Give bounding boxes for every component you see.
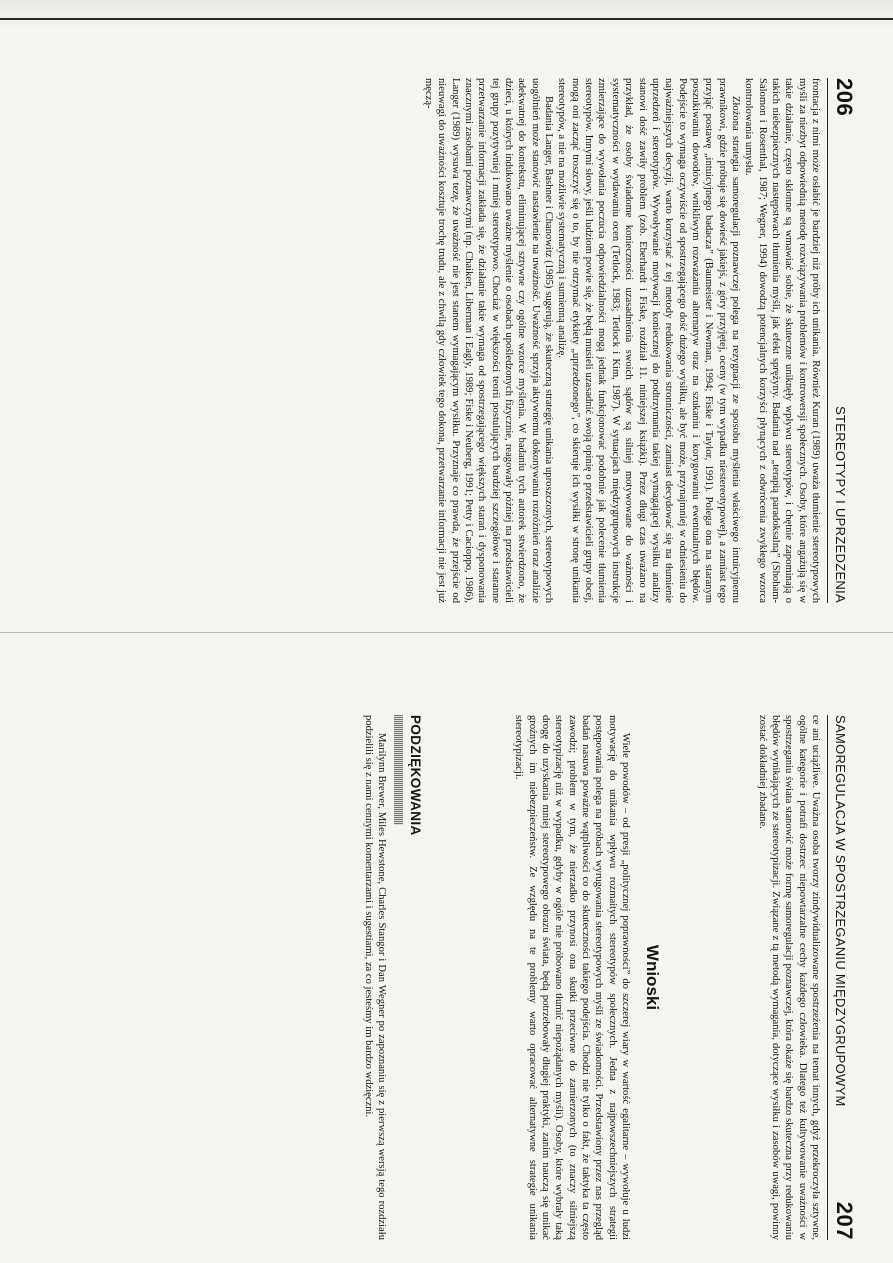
page-206-body <box>422 78 822 603</box>
page-number: 207 <box>832 1201 857 1240</box>
heading-rule <box>394 715 403 825</box>
opening-paragraph <box>755 715 822 1240</box>
paragraph: Wiele powodów – od presji „politycznej poprawności” do szczerej wiary w wartość egalitarne – wywołuje u ludzi motywację do unikania wpływu rozmaitych stereotypów społecznych. Jedna z najpowszechniejszych strategii postępowania polega na próbach wyrugowania stereotypowych myśli ze świadomości. Przedstawiony przez nas przegląd badań nasuwa poważne wątpliwości co do skuteczności takiego podejścia. Chodzi nie tylko o fakt, że taktyka ta często zawodzi; problem w tym, że nierzadko przynosi ona skutki przeciwne do zamierzonych (to znaczy silniejszą stereotypizację niż w wypadku, gdyby w ogóle nie próbowano tłumić niepożądanych myśli). Osoby, które wybrały taką drogę do uzyskania mniej stereotypowego obrazu świata, będą potrzebowały długiej praktyki, zanim nauczą się unikać groźnych im niebezpieczeństw. Ze względu na te problemy warto opracować alternatywne strategie unikania stereotypizacji. <box>513 715 631 1240</box>
paragraph: Badania Langer, Bashner i Chanowitz (1985) sugerują, że skuteczną strategię unikania uproszczonych, stereotypowych uogólnień może stanowić nastawienie na uważność. Uważność sprzyja aktywnemu dokonywaniu rozróżnień oraz analizie adekwatnej do kontekstu, eliminującej sztywne czy ogólne wzorce myślenia. W badaniu tych autorek stwierdzono, że dzieci, u których indukowano uważne myślenie o osobach upośledzonych fizycznie, reagowały później na przedstawicieli tej grupy pozytywniej i mniej stereotypowo. Chociaż w większości teorii postulujących bardziej szczegółowe i staranne przetwarzanie informacji zakłada się, że działanie takie wymaga od spostrzegającego większych starań i dysponowania znacznymi zasobami poznawczymi (np. Chaiken, Liberman i Eagly, 1989; Fiske i Neuberg, 1991; Petty i Cacioppo, 1986), Langer (1989) wysuwa tezę, że uważność nie jest stanem wymagającym wysiłku. Przyznaje co prawda, że przejście od nieuwagi do uważności kosztuje trochę trudu, ale z chwilą gdy człowiek tego dokona, przetwarzanie informacji nie jest już męczą- <box>423 78 555 603</box>
scan-edge <box>0 0 893 30</box>
paragraph: frontacja z nimi może osłabić je bardziej niż próby ich unikania. Również Kuran (1989) uważa tłumienie stereotypowych myśli za niezbyt odpowiednią metodę rozwiązywania problemów i kontrowersji społecznych. Osoby, które angażują się w takie działanie, często skłonne są wmawiać sobie, że skuteczne uniknęły wpływu stereotypów, i chętnie zapominają o takich niebezpiecznych następstwach tłumienia myśli, jak efekt sprężyny. Badania nad „terapią paradoksalną” (Shoham-Salomon i Rosenthal, 1987; Wegner, 1994) dowodzą potencjalnych korzyści płynących z odwrócenia zwykłego wzorca kontrolowania umysłu. <box>743 78 821 603</box>
running-title: STEREOTYPY I UPRZEDZENIA <box>833 406 848 603</box>
conclusions-paragraph-block <box>512 715 632 1240</box>
page-divider <box>0 632 893 633</box>
scan-edge-line <box>0 18 893 20</box>
page-207 <box>258 715 858 1240</box>
acknowledgements-paragraph-block <box>361 715 388 1240</box>
acknowledgements-heading: PODZIĘKOWANIA <box>408 715 423 836</box>
paragraph: ce ani uciążliwe. Uważna osoba tworzy zindywidualizowane spostrzeżenia na temat innych, gdyż przekroczyła sztywne, ogólne kategorie i potrafi dostrzec niepowtarzalne cechy każdego człowieka. Dlatego też kultywowanie uważności w spostrzeganiu świata stanowić może formę samoregulacji poznawczej, która okaże się bardzo skuteczna przy redukowaniu błędów wynikających ze stereotypizacji. Związane z tą metodą wymagania, dotyczące wysiłku i zasobów uwagi, powinny zostać dokładniej zbadane. <box>756 715 821 1240</box>
running-title: SAMOREGULACJA W SPOSTRZEGANIU MIĘDZYGRUPOWYM <box>833 715 848 1107</box>
conclusions-heading: Wnioski <box>643 944 662 1011</box>
running-header <box>827 78 858 603</box>
page-206 <box>83 78 858 603</box>
running-header <box>827 715 858 1240</box>
paragraph: Złożona strategia samoregulacji poznawczej polega na rezygnacji ze sposobu myślenia właściwego intuicyjnemu prawnikowi, gdzie próbuje się dowieść jakiejś, z góry przyjętej, oceny (w tym wypadku niestereotypowej), a zamiast tego przyjąć postawę „intuicyjnego badacza” (Baumeister i Newman, 1994; Fiske i Taylor, 1991). Polega ona na staranym poszukiwaniu dowodów, wnikliwym rozważaniu alternatyw oraz na szukaniu i korygowaniu ewentualnych błędów. Podejście to wymaga oczywiście od spostrzegającego dość dużego wysiłku, ale być może, przynajmniej w odniesieniu do najważniejszych decyzji, warto korzystać z tej metody redukowania stronniczości, zamiast decydować się na tłumienie uprzedzeń i stereotypów. Wywoływanie motywacji koniecznej do podtrzymania takiej wymagającej wysiłku analizy stanowi dość zawiły problem (zob. Eberhardt i Fiske, rozdział 11. niniejszej książki). Przez długi czas uważano na przykład, że osoby świadome konieczności uzasadnienia swoich sądów są silniej motywowane do ważności i systematyczności w wydawaniu ocen (Tetlock, 1983; Tetlock i Kim, 1987). W sytuacjach międzygrupowych instrukcje zmierzające do wywołania poczucia odpowiedzialności mogą jednak funkcjonować podobnie jak polecenie tłumienia stereotypów. Innymi słowy, jeśli ludziom powie się, że będą musieli uzasadnić swoją opinię o przedstawicieli grupy obcej, mogą oni zacząć troszczyć się o to, by nie otrzymać etykiety „uprzedzonego”, co skieruje ich wysiłki w stronę unikania stereotypów, a nie na możliwie systematyczną i sumienną analizę. <box>556 78 741 603</box>
paragraph: Marilynn Brewer, Miles Hewstone, Charles Stangor i Dan Wegner po zapoznaniu się z pierwszą wersją tego rozdziału podzielili się z nami cennymi komentarzami i sugestiami, za co jesteśmy im bardzo wdzięczni. <box>362 715 387 1240</box>
page-number: 206 <box>832 78 857 117</box>
